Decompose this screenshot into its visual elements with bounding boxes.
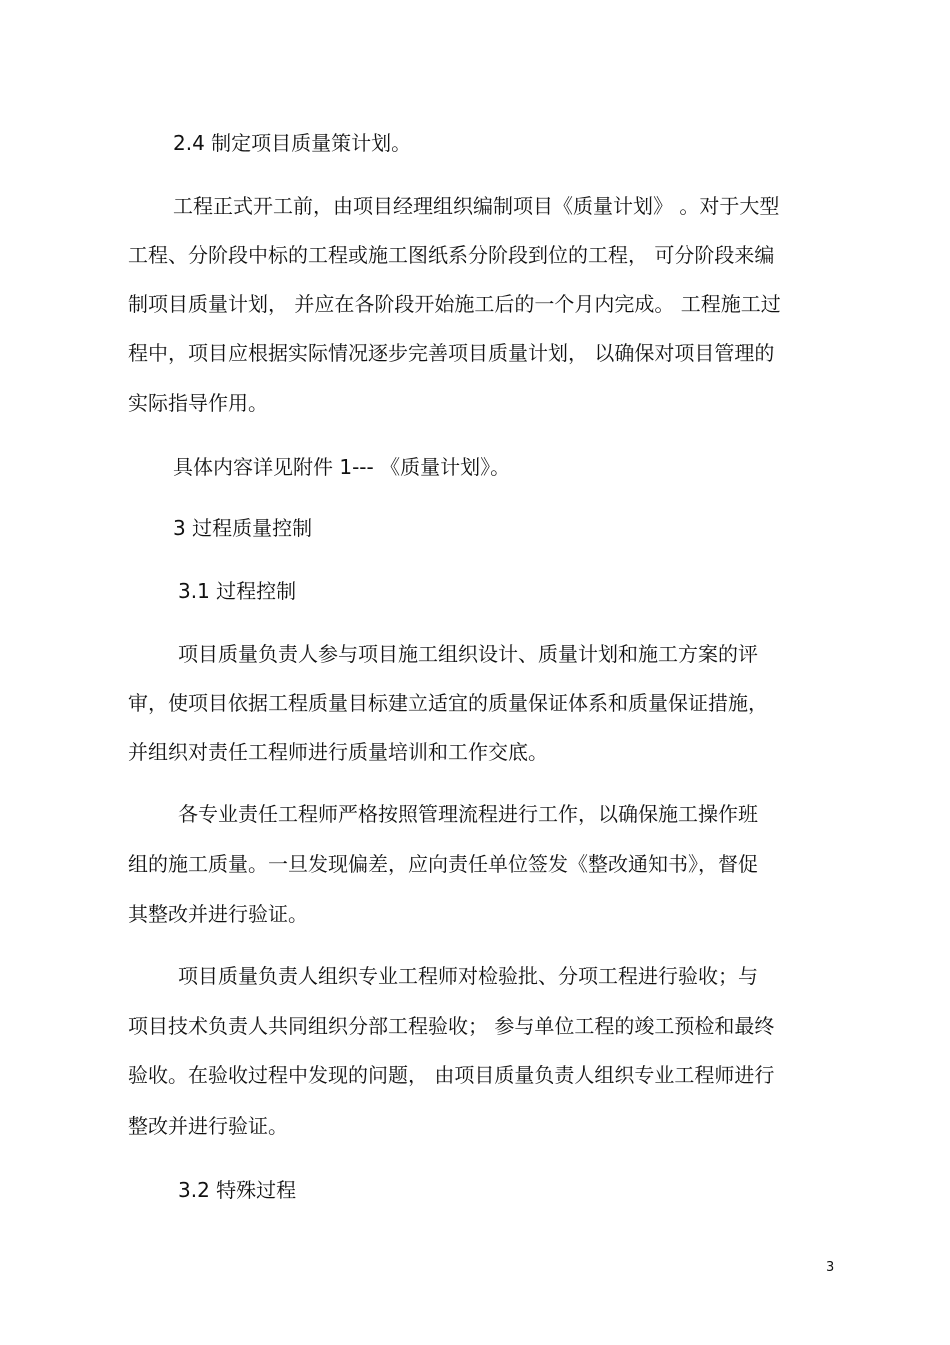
paragraph-line: 具体内容详见附件 1--- 《质量计划》。 — [173, 455, 511, 479]
paragraph-line: 并组织对责任工程师进行质量培训和工作交底。 — [128, 740, 548, 764]
section-heading-3: 3 过程质量控制 — [173, 516, 313, 540]
paragraph-line: 其整改并进行验证。 — [128, 902, 308, 926]
paragraph-line: 程中，项目应根据实际情况逐步完善项目质量计划， 以确保对项目管理的 — [128, 341, 775, 365]
section-heading-2-4: 2.4 制定项目质量策计划。 — [173, 131, 412, 155]
paragraph-line: 各专业责任工程师严格按照管理流程进行工作，以确保施工操作班 — [178, 802, 758, 826]
paragraph-line: 工程、分阶段中标的工程或施工图纸系分阶段到位的工程， 可分阶段来编 — [128, 243, 775, 267]
paragraph-line: 审，使项目依据工程质量目标建立适宜的质量保证体系和质量保证措施， — [128, 691, 768, 715]
paragraph-line: 项目技术负责人共同组织分部工程验收； 参与单位工程的竣工预检和最终 — [128, 1014, 775, 1038]
paragraph-line: 项目质量负责人组织专业工程师对检验批、分项工程进行验收；与 — [178, 964, 758, 988]
paragraph-line: 制项目质量计划， 并应在各阶段开始施工后的一个月内完成。 工程施工过 — [128, 292, 781, 316]
paragraph-line: 组的施工质量。一旦发现偏差，应向责任单位签发《整改通知书》，督促 — [128, 852, 758, 876]
section-heading-3-1: 3.1 过程控制 — [178, 579, 297, 603]
paragraph-line: 项目质量负责人参与项目施工组织设计、质量计划和施工方案的评 — [178, 642, 758, 666]
paragraph-line: 实际指导作用。 — [128, 391, 268, 415]
section-heading-3-2: 3.2 特殊过程 — [178, 1178, 297, 1202]
page-number: 3 — [826, 1260, 835, 1275]
paragraph-line: 工程正式开工前，由项目经理组织编制项目《质量计划》 。对于大型 — [173, 194, 780, 218]
paragraph-line: 验收。在验收过程中发现的问题， 由项目质量负责人组织专业工程师进行 — [128, 1063, 775, 1087]
paragraph-line: 整改并进行验证。 — [128, 1114, 288, 1138]
